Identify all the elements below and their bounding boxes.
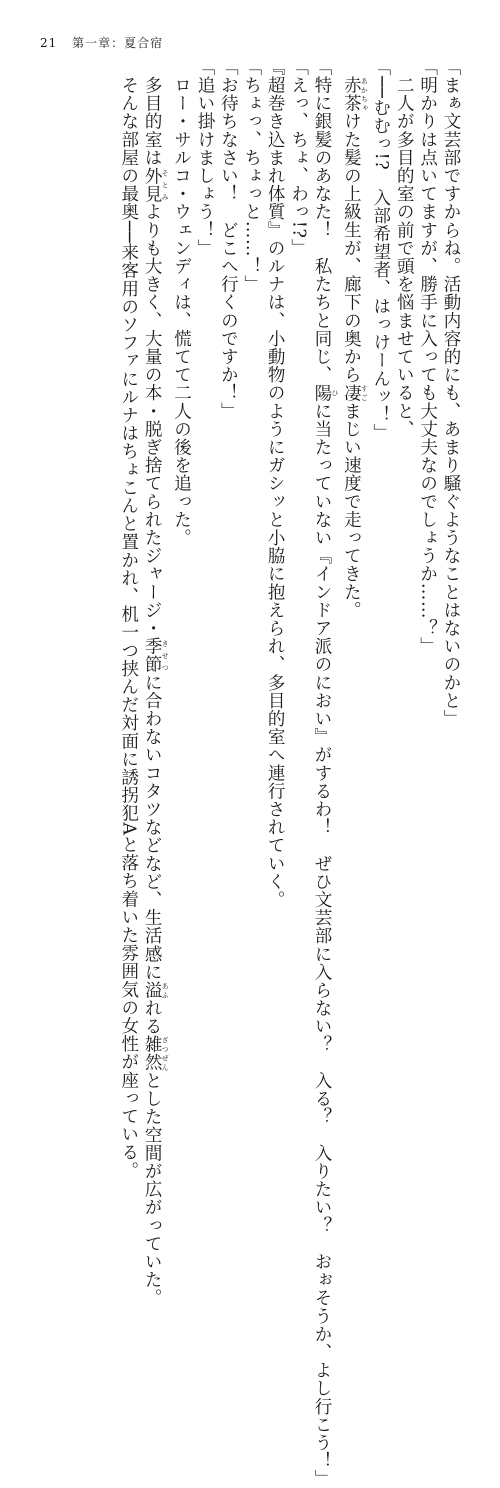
furigana-reading: あかちゃ: [360, 76, 369, 113]
furigana-reading: あふ: [161, 981, 170, 1000]
furigana-ruby: 凄 すご: [341, 383, 369, 402]
furigana-ruby: 外見 そとみ: [142, 166, 170, 203]
running-header: [40, 34, 163, 51]
furigana-reading: ざつぜん: [161, 1035, 170, 1072]
furigana-reading: ひ: [330, 383, 339, 402]
text-line: 「──むむっ!? 入部希望者、はっけーんッ！」: [370, 58, 391, 442]
text-line: 「明かりは点いてますが、勝手に入っても大丈夫なのでしょうか……？」: [417, 58, 438, 656]
furigana-ruby: 溢 あふ: [142, 981, 170, 1000]
furigana-ruby: 季節 きせつ: [142, 637, 170, 674]
furigana-reading: きせつ: [161, 637, 170, 674]
furigana-ruby: 陽 ひ: [311, 383, 339, 402]
chapter-title: 第一章：夏合宿: [72, 36, 164, 50]
text-line: 赤茶 あかちゃけた髪の上級生が、廊下の奥から凄 すごまじい速度で走ってきた。: [341, 76, 369, 620]
text-line: 「お待ちなさい！ どこへ行くのですか！」: [218, 58, 239, 420]
text-line: そんな部屋の最奥──来客用のソファにルナはちょこんと置かれ、机一つ挟んだ対面に誘拐犯Aと落ち着いた雰囲気の女性が座っている。: [118, 58, 139, 1180]
novel-body-text: [38, 58, 462, 1488]
text-line: 「追い掛けましょう！」: [194, 58, 215, 258]
text-line: 「ちょっ、ちょっと……！」: [241, 58, 262, 294]
text-line: ロー・サルコ・ウェンディは、慌てて二人の後を追った。: [171, 58, 192, 547]
furigana-ruby: 赤茶 あかちゃ: [341, 76, 369, 113]
text-line: 「えっ、ちょ、わっ!?」: [288, 58, 309, 257]
furigana-reading: そとみ: [161, 166, 170, 203]
text-line: 多目的室は外見 そとみよりも大きく、大量の本・脱ぎ捨てられたジャージ・季節 きせつに合わないコタツなどなど、生活感に溢 あふれる雑然 ざつぜんとした空間が広がっていた。: [142, 58, 170, 1307]
page-number: 21: [40, 36, 58, 50]
furigana-ruby: 雑然 ざつぜん: [142, 1035, 170, 1072]
text-line: 「特に銀髪のあなた！ 私たちと同じ、陽 ひに当たっていない『インドア派のにおい』がするわ！ ぜひ文芸部に入らない？ 入る？ 入りたい？ おぉそうか、よし行こう！」: [311, 58, 339, 1488]
text-line: 二人が多目的室の前で頭を悩ませていると、: [394, 58, 415, 439]
furigana-reading: すご: [360, 383, 369, 402]
text-line: 「まぁ文芸部ですからね。活動内容的にも、あまり騒ぐようなことはないのかと」: [441, 58, 461, 728]
text-line: 『超巻き込まれ体質』のルナは、小動物のようにガシッと小脇に抱えられ、多目的室へ連行されていく。: [265, 58, 286, 909]
